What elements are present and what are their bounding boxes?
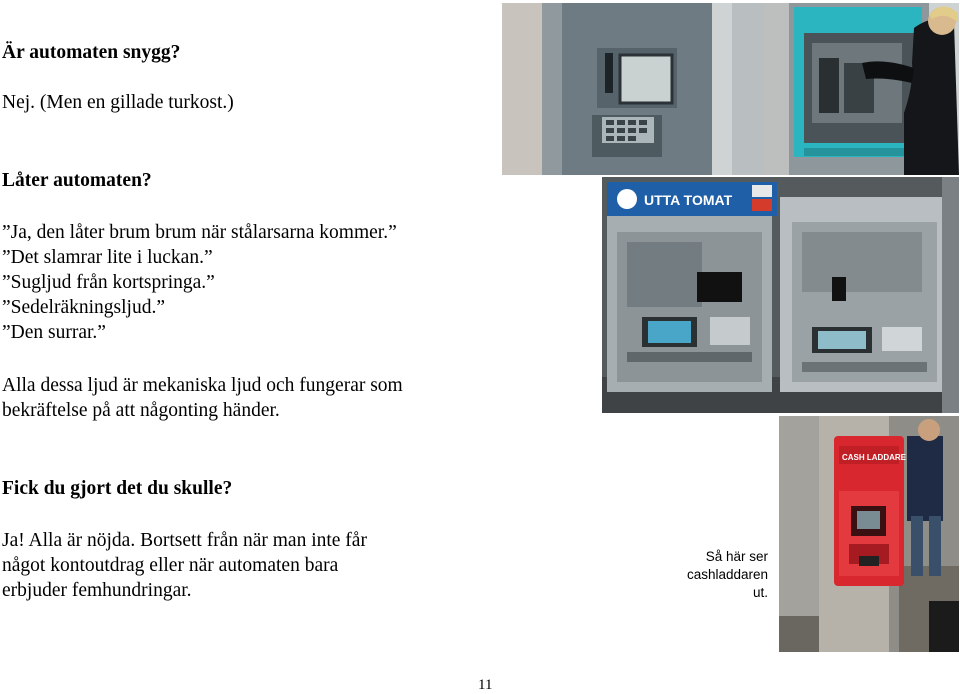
- answer-gjort-line-1: Ja! Alla är nöjda. Bortsett från när man inte får: [2, 530, 367, 551]
- caption-line-1: Så här ser: [705, 549, 768, 564]
- answer-gjort-line-2: något kontoutdrag eller när automaten bara: [2, 555, 339, 576]
- summary-line-2: bekräftelse på att någonting händer.: [2, 400, 280, 421]
- caption-line-3: ut.: [752, 585, 768, 600]
- quote-2: ”Det slamrar lite i luckan.”: [2, 247, 213, 268]
- caption-line-2: cashladdaren: [686, 567, 768, 582]
- photo-cashladdare: [779, 416, 959, 652]
- quote-4: ”Sedelräkningsljud.”: [2, 297, 165, 318]
- heading-later: Låter automaten?: [2, 170, 152, 191]
- heading-snygg: Är automaten snygg?: [2, 42, 181, 63]
- heading-gjort: Fick du gjort det du skulle?: [2, 478, 233, 499]
- answer-gjort-line-3: erbjuder femhundringar.: [2, 580, 192, 601]
- cashladdare-sign-text: CASH LADDARE: [842, 453, 906, 462]
- photo-turquoise-atm: [764, 3, 959, 175]
- summary-line-1: Alla dessa ljud är mekaniska ljud och fungerar som: [2, 375, 403, 396]
- quote-5: ”Den surrar.”: [2, 322, 106, 343]
- uttagsautomat-sign-text: UTTA TOMAT: [644, 192, 733, 208]
- photo-caption: [686, 548, 768, 602]
- answer-snygg: Nej. (Men en gillade turkost.): [2, 92, 234, 113]
- quote-1: ”Ja, den låter brum brum när stålarsarna kommer.”: [2, 222, 397, 243]
- quote-3: ”Sugljud från kortspringa.”: [2, 272, 215, 293]
- photo-uttagsautomat: [602, 177, 959, 413]
- photo-steel-atm: [502, 3, 764, 175]
- page-number: 11: [478, 677, 493, 693]
